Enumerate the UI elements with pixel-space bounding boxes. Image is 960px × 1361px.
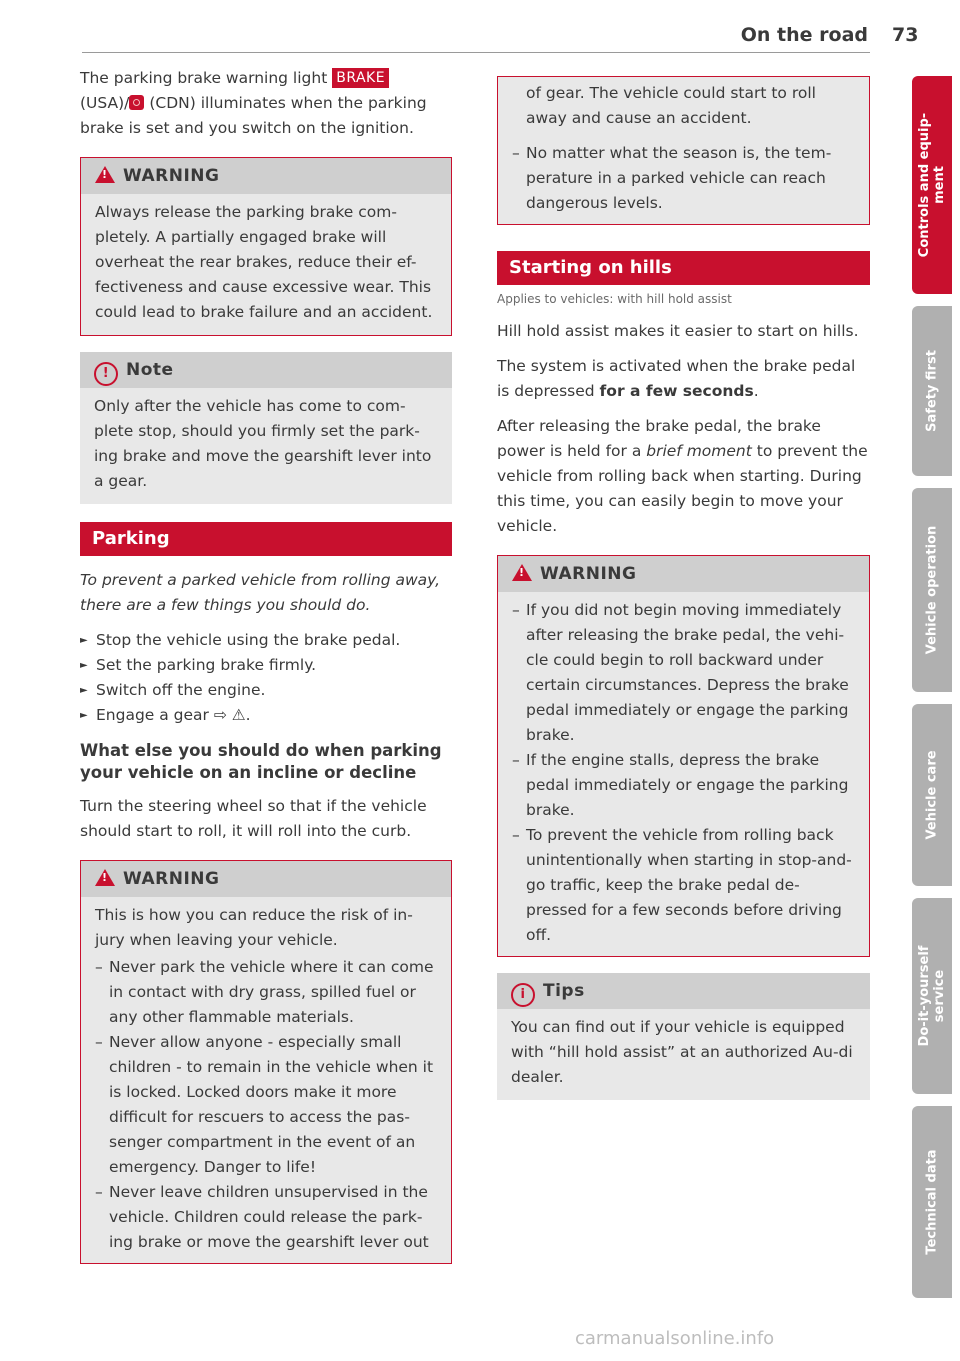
warning-header: !WARNING xyxy=(81,158,451,194)
list-item: – No matter what the season is, the tem-perature in a parked vehicle can reach dangerous levels. xyxy=(512,141,855,216)
warning-box-leaving-vehicle xyxy=(80,860,452,1264)
list-item: ► Set the parking brake firmly. xyxy=(80,653,452,678)
warning-triangle-icon xyxy=(95,166,115,183)
warning-intro: This is how you can reduce the risk of in-jury when leaving your vehicle. xyxy=(95,906,413,949)
tips-box xyxy=(497,973,870,1100)
warning-triangle-icon xyxy=(512,564,532,581)
section-heading-parking: Parking xyxy=(80,522,452,556)
warning-box-continued xyxy=(497,76,870,225)
left-column xyxy=(80,66,452,1264)
section-heading-hills: Starting on hills xyxy=(497,251,870,285)
right-column xyxy=(497,76,870,1114)
warning-box-parking-brake xyxy=(80,157,452,336)
list-item: – Never leave children unsupervised in the vehicle. Children could release the park-ing brake or move the gearshift lever out xyxy=(95,1180,437,1255)
warning-continued-text: of gear. The vehicle could start to roll away and cause an accident. xyxy=(526,84,816,127)
incline-text: Turn the steering wheel so that if the vehicle should start to roll, it will roll into the curb. xyxy=(80,797,427,840)
tips-header: i Tips xyxy=(497,973,870,1009)
list-item: ► Switch off the engine. xyxy=(80,678,452,703)
hills-paragraph: The system is activated when the brake pedal is depressed for a few seconds. xyxy=(497,357,856,400)
applies-to-note: Applies to vehicles: with hill hold assist xyxy=(497,292,732,306)
note-header: ! Note xyxy=(80,352,452,388)
tab-do-it-yourself-service[interactable]: Do-it-yourself service xyxy=(912,898,952,1094)
list-item: – If you did not begin moving immediately after releasing the brake pedal, the vehi-cle could begin to roll backward under certain circumstances. Depress the brake pedal immediately or engage the parking brake. xyxy=(512,598,855,748)
info-icon: i xyxy=(511,983,535,1007)
warning-text: Always release the parking brake com-pletely. A partially engaged brake will overheat the rear brakes, reduce their ef-fectiveness and cause excessive wear. This could lead to brake failure and an accident. xyxy=(95,203,433,321)
warning-box-hills xyxy=(497,555,870,957)
tips-text: You can find out if your vehicle is equipped with “hill hold assist” at an authorized Au-di dealer. xyxy=(511,1018,853,1086)
list-item: ► Engage a gear ⇨ ⚠. xyxy=(80,703,452,728)
brake-warning-cdn-icon xyxy=(129,95,144,110)
list-item: ► Stop the vehicle using the brake pedal. xyxy=(80,628,452,653)
parking-brake-intro: The parking brake warning light BRAKE (USA)/ (CDN) illuminates when the parking brake is set and you switch on the ignition. xyxy=(80,69,427,137)
tab-vehicle-care[interactable]: Vehicle care xyxy=(912,704,952,886)
tab-controls-and-equipment[interactable]: Controls and equip- ment xyxy=(912,76,952,294)
header-rule xyxy=(82,52,870,53)
list-item: – If the engine stalls, depress the brake pedal immediately or engage the parking brake. xyxy=(512,748,855,823)
running-header-title: On the road xyxy=(740,24,868,46)
tab-technical-data[interactable]: Technical data xyxy=(912,1106,952,1298)
warning-header: !WARNING xyxy=(498,556,869,592)
page-number: 73 xyxy=(892,24,919,46)
tab-vehicle-operation[interactable]: Vehicle operation xyxy=(912,488,952,692)
brake-warning-badge: BRAKE xyxy=(332,68,389,88)
warning-triangle-icon xyxy=(95,869,115,886)
warning-header: !WARNING xyxy=(81,861,451,897)
note-text: Only after the vehicle has come to com-plete stop, should you firmly set the park-ing brake and move the gearshift lever into a gear. xyxy=(94,397,432,490)
list-item: – Never park the vehicle where it can come in contact with dry grass, spilled fuel or any other flammable materials. xyxy=(95,955,437,1030)
list-item: – To prevent the vehicle from rolling back unintentionally when starting in stop-and-go traffic, keep the brake pedal de-pressed for a few seconds before driving off. xyxy=(512,823,855,948)
hills-paragraph: After releasing the brake pedal, the brake power is held for a brief moment to prevent the vehicle from rolling back when starting. During this time, you can easily begin to move your vehicle. xyxy=(497,417,868,535)
tab-safety-first[interactable]: Safety first xyxy=(912,306,952,476)
footer-watermark: carmanualsonline.info xyxy=(575,1328,775,1349)
parking-intro: To prevent a parked vehicle from rolling away, there are a few things you should do. xyxy=(80,571,441,614)
note-exclamation-icon: ! xyxy=(94,362,118,386)
list-item: – Never allow anyone - especially small children - to remain in the vehicle when it is locked. Locked doors make it more difficult for rescuers to access the pas-senger compartment in the event of an emergency. Danger to life! xyxy=(95,1030,437,1180)
note-box xyxy=(80,352,452,504)
parking-steps xyxy=(80,628,452,728)
hills-paragraph: Hill hold assist makes it easier to start on hills. xyxy=(497,322,859,340)
incline-subheading: What else you should do when parking your vehicle on an incline or decline xyxy=(80,741,442,782)
